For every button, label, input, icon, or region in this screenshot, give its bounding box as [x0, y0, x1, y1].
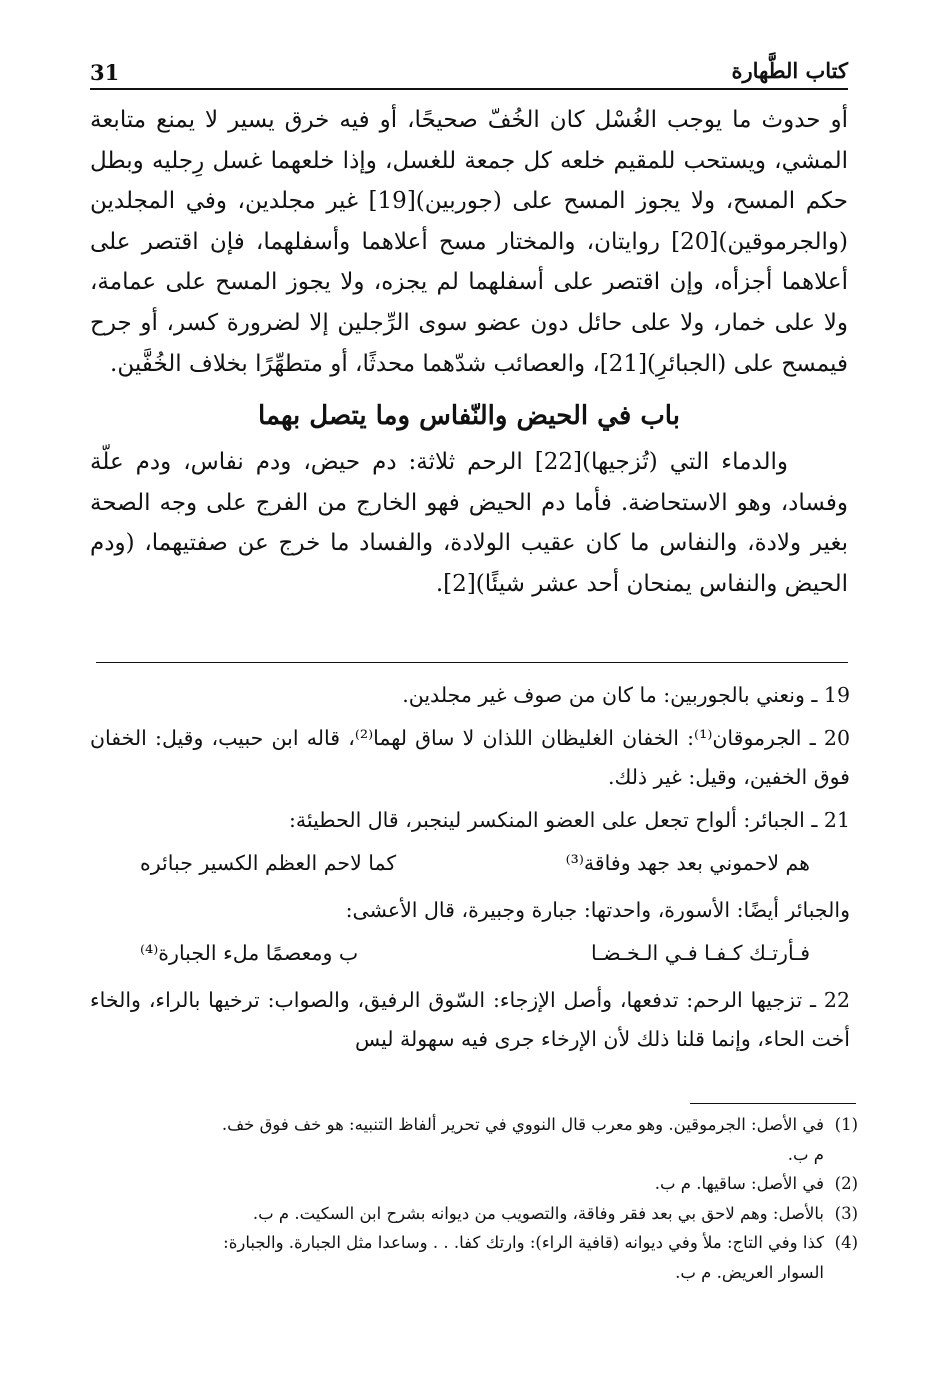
footnote-4: [90, 1228, 858, 1258]
page-number: 31: [90, 60, 120, 85]
paragraph-dima: والدماء التي (تُزجيها)[22] الرحم ثلاثة: دم حيض، ودم نفاس، ودم علّة وفساد، وهو الاستحاضة. فأما دم الحيض فهو الخارج من الفرج على وجه الصحة بغير ولادة، والنفاس ما كان عقيب الولادة، والفساد ما خرج عن صفتيهما، (ودم الحيض والنفاس يمنحان أحد عشر شيئًا)[2].: [90, 449, 848, 597]
footnote-3: [90, 1199, 858, 1229]
footnote-number: (2): [834, 1174, 858, 1193]
footnote-text: في الأصل: الجرموقين. وهو معرب قال النووي في تحرير ألفاظ التنبيه: هو خف فوق خف.: [221, 1115, 824, 1134]
footnote-number: (1): [834, 1115, 858, 1134]
footnote-4-continuation: السوار العريض. م ب.: [675, 1262, 824, 1282]
note-19: 19 ـ ونعني بالجوربين: ما كان من صوف غير مجلدين.: [402, 683, 850, 707]
paragraph-masah: أو حدوث ما يوجب الغُسْل كان الخُفّ صحيحًا، أو فيه خرق يسير لا يمنع متابعة المشي، ويستحب للمقيم خلعه كل جمعة للغسل، وإذا خلعهما غسل رِجليه وبطل حكم المسح، ولا يجوز المسح على (جوربين)[19] غير مجلدين، وفي المجلدين (والجرموقين)[20] روايتان، والمختار مسح أعلاهما وأسفلهما، فإن اقتصر على أعلاهما أجزأه، وإن اقتصر على أسفلهما لم يجزه، ولا يجوز المسح على عمامة، ولا على خمار، ولا على حائل دون عضو سوى الرِّجلين إلا لضرورة كسر، أو جرح فيمسح على (الجبائرِ)[21]، والعصائب شدّهما محدثًا، أو متطهِّرًا بخلاف الخُفَّين.: [90, 107, 848, 377]
footnote-separator: [690, 1103, 856, 1104]
note-21-continuation: والجبائر أيضًا: الأسورة، واحدتها: جبارة وجبيرة، قال الأعشى:: [345, 898, 850, 922]
verse-hemistich-second: ب ومعصمًا ملء الجبارة⁽⁴⁾: [140, 941, 359, 965]
note-21: 21 ـ الجبائر: ألواح تجعل على العضو المنكسر لينجبر، قال الحطيئة:: [289, 808, 850, 832]
footnote-text: كذا وفي التاج: ملأ وفي ديوانه (قافية الراء): وارتك كفا. . . وساعدا مثل الجبارة. والجبارة:: [223, 1233, 824, 1252]
verse-hemistich-first: فـأرتـك كـفـا فـي الـخـضـا: [591, 941, 810, 965]
note-20: 20 ـ الجرموقان⁽¹⁾: الخفان الغليظان اللذان لا ساق لهما⁽²⁾، قاله ابن حبيب، وقيل: الخفان فوق الخفين، وقيل: غير ذلك.: [90, 726, 850, 789]
verse-hemistich-second: كما لاحم العظم الكسير جبائره: [140, 851, 397, 875]
notes-separator: [96, 662, 848, 663]
main-text: [90, 100, 848, 605]
footnote-text: في الأصل: ساقيها. م ب.: [654, 1174, 824, 1193]
footnote-number: (3): [834, 1203, 858, 1223]
footnote-2: [90, 1169, 858, 1199]
footnote-number: (4): [834, 1233, 858, 1252]
book-title: كتاب الطَّهارة: [731, 58, 848, 83]
verse-hutaiah: [90, 844, 850, 883]
footnotes: [90, 1110, 858, 1287]
commentary-notes: [90, 676, 850, 1063]
verse-hemistich-first: هم لاحموني بعد جهد وفاقة⁽³⁾: [565, 851, 810, 875]
running-header: [90, 58, 848, 90]
verse-asha: [90, 934, 850, 973]
footnote-1: [90, 1110, 858, 1140]
footnote-1-continuation: م ب.: [787, 1144, 824, 1164]
note-22: 22 ـ تزجيها الرحم: تدفعها، وأصل الإزجاء: السّوق الرفيق، والصواب: ترخيها بالراء، والخاء أخت الحاء، وإنما قلنا ذلك لأن الإرخاء جرى فيه سهولة ليس: [90, 988, 850, 1051]
chapter-title: باب في الحيض والنّفاس وما يتصل بهما: [258, 401, 680, 432]
footnote-text: بالأصل: وهم لاحق بي بعد فقر وفاقة، والتصويب من ديوانه بشرح ابن السكيت. م ب.: [252, 1203, 824, 1223]
